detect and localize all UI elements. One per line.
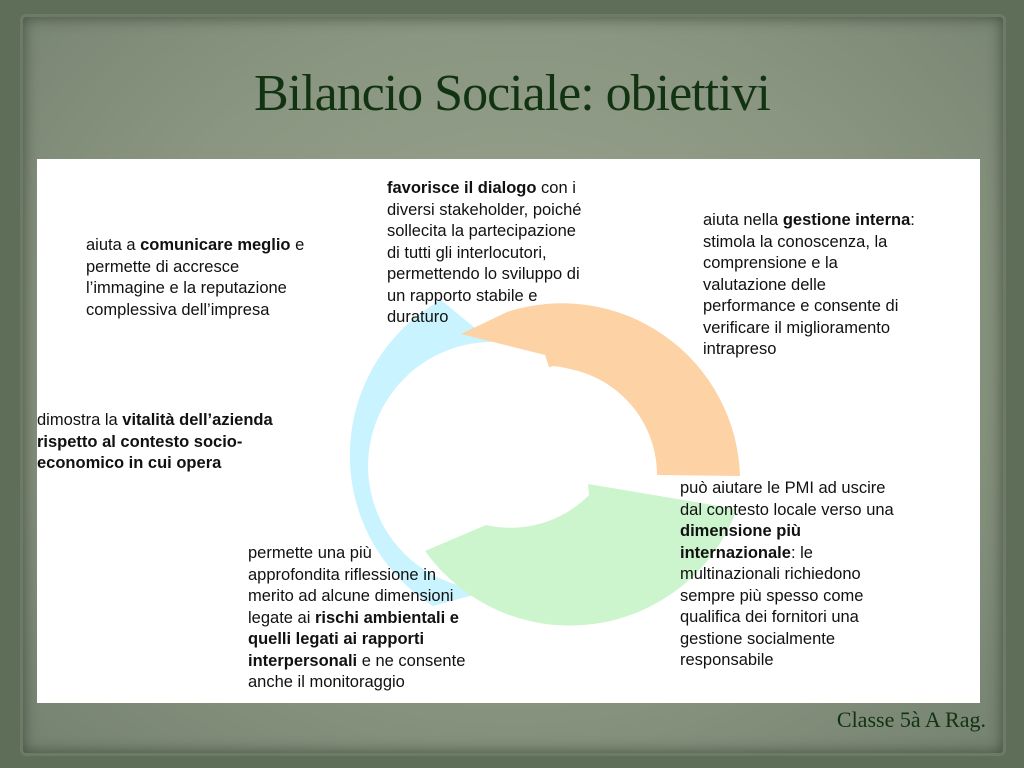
gestione-text-1: aiuta nella [703,211,783,229]
text-block-rischi [248,543,548,694]
pmi-text-1: può aiutare le PMI ad uscire dal contesto locale verso una [680,479,894,519]
footer-class-label: Classe 5à A Rag. [836,707,986,732]
vitalita-bold: vitalità dell’azienda rispetto al contesto socio- economico in cui opera [37,411,273,472]
comunicare-bold: comunicare meglio [140,236,291,254]
comunicare-text-2: e permette di accresce l’immagine e la reputazione complessiva dell’impresa [86,236,305,319]
rischi-text-1: permette una più approfondita riflessione in merito ad alcune dimensioni legate ai [248,544,454,627]
slide-title: Bilancio Sociale: obiettivi [253,65,770,122]
vitalita-text: dimostra la [37,411,123,429]
gestione-text-2: : stimola la conoscenza, la comprensione e la valutazione delle performance e consente di verificare il miglioramento intrapreso [703,211,915,358]
dialogo-text: con i diversi stakeholder, poiché sollecita la partecipazione di tutti gli interlocutori, permettendo lo sviluppo di un rapporto stabile e duraturo [387,179,582,326]
text-block-comunicare [86,235,376,321]
rischi-text-2: e ne consente anche il monitoraggio [248,651,466,691]
rischi-bold: rischi ambientali e quelli legati ai rapporti interpersonali [248,608,459,670]
text-block-vitalita [37,410,342,475]
gestione-bold: gestione interna [782,211,911,229]
text-block-gestione [703,210,978,361]
comunicare-text-1: aiuta a [86,236,141,254]
content-panel [37,159,980,703]
pmi-bold: dimensione più internazionale [680,522,802,562]
dialogo-bold: favorisce il dialogo [387,179,537,197]
text-block-pmi [680,478,975,672]
pmi-text-2: : le multinazionali richiedono sempre più spesso come qualifica dei fornitori una gestione socialmente responsabile [680,543,864,669]
text-block-dialogo [387,178,667,329]
